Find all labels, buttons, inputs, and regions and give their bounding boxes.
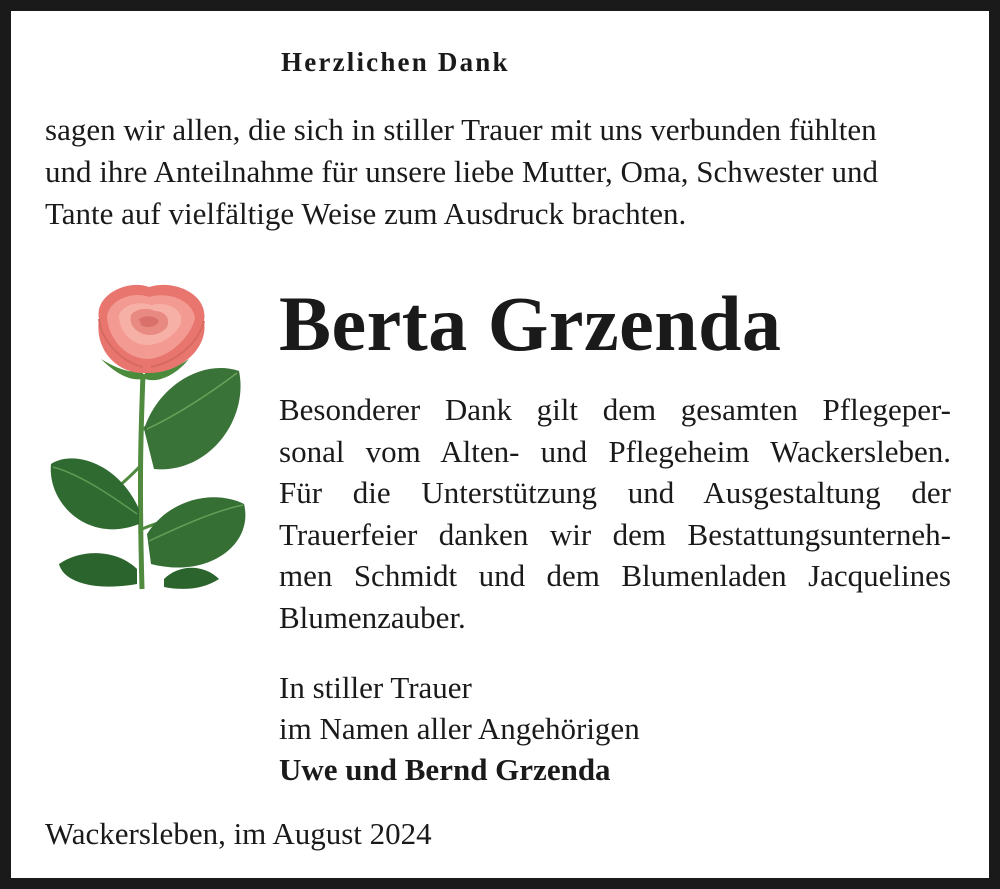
thanks-line: Trauerfeier danken wir dem Bestattungsunterneh-: [279, 516, 951, 552]
thanks-line: Besonderer Dank gilt dem gesamten Pflegeper-: [279, 392, 951, 427]
place-date: Wackersleben, im August 2024: [45, 816, 432, 851]
deceased-name: Berta Grzenda: [279, 280, 782, 367]
signoff-line: In stiller Trauer: [279, 670, 472, 705]
intro-line: sagen wir allen, die sich in stiller Trauer mit uns verbunden fühlten: [45, 112, 877, 147]
intro-line: und ihre Anteilnahme für unsere liebe Mutter, Oma, Schwester und: [45, 154, 878, 189]
thanks-line: Blumenzauber.: [279, 599, 466, 635]
signoff-names: Uwe und Bernd Grzenda: [279, 752, 611, 787]
thanks-line: Für die Unterstützung und Ausgestaltung der: [279, 475, 951, 511]
signoff-line: im Namen aller Angehörigen: [279, 711, 640, 746]
signoff: [279, 667, 640, 790]
intro-paragraph: [45, 109, 965, 235]
intro-line: Tante auf vielfältige Weise zum Ausdruck brachten.: [45, 196, 687, 231]
heading: Herzlichen Dank: [281, 47, 510, 77]
rose-icon: [39, 279, 253, 591]
thanks-line: men Schmidt und dem Blumenladen Jacquelines: [279, 558, 951, 594]
thanks-line: sonal vom Alten- und Pflegeheim Wackersleben.: [279, 433, 951, 469]
thanks-paragraph: [279, 389, 951, 639]
